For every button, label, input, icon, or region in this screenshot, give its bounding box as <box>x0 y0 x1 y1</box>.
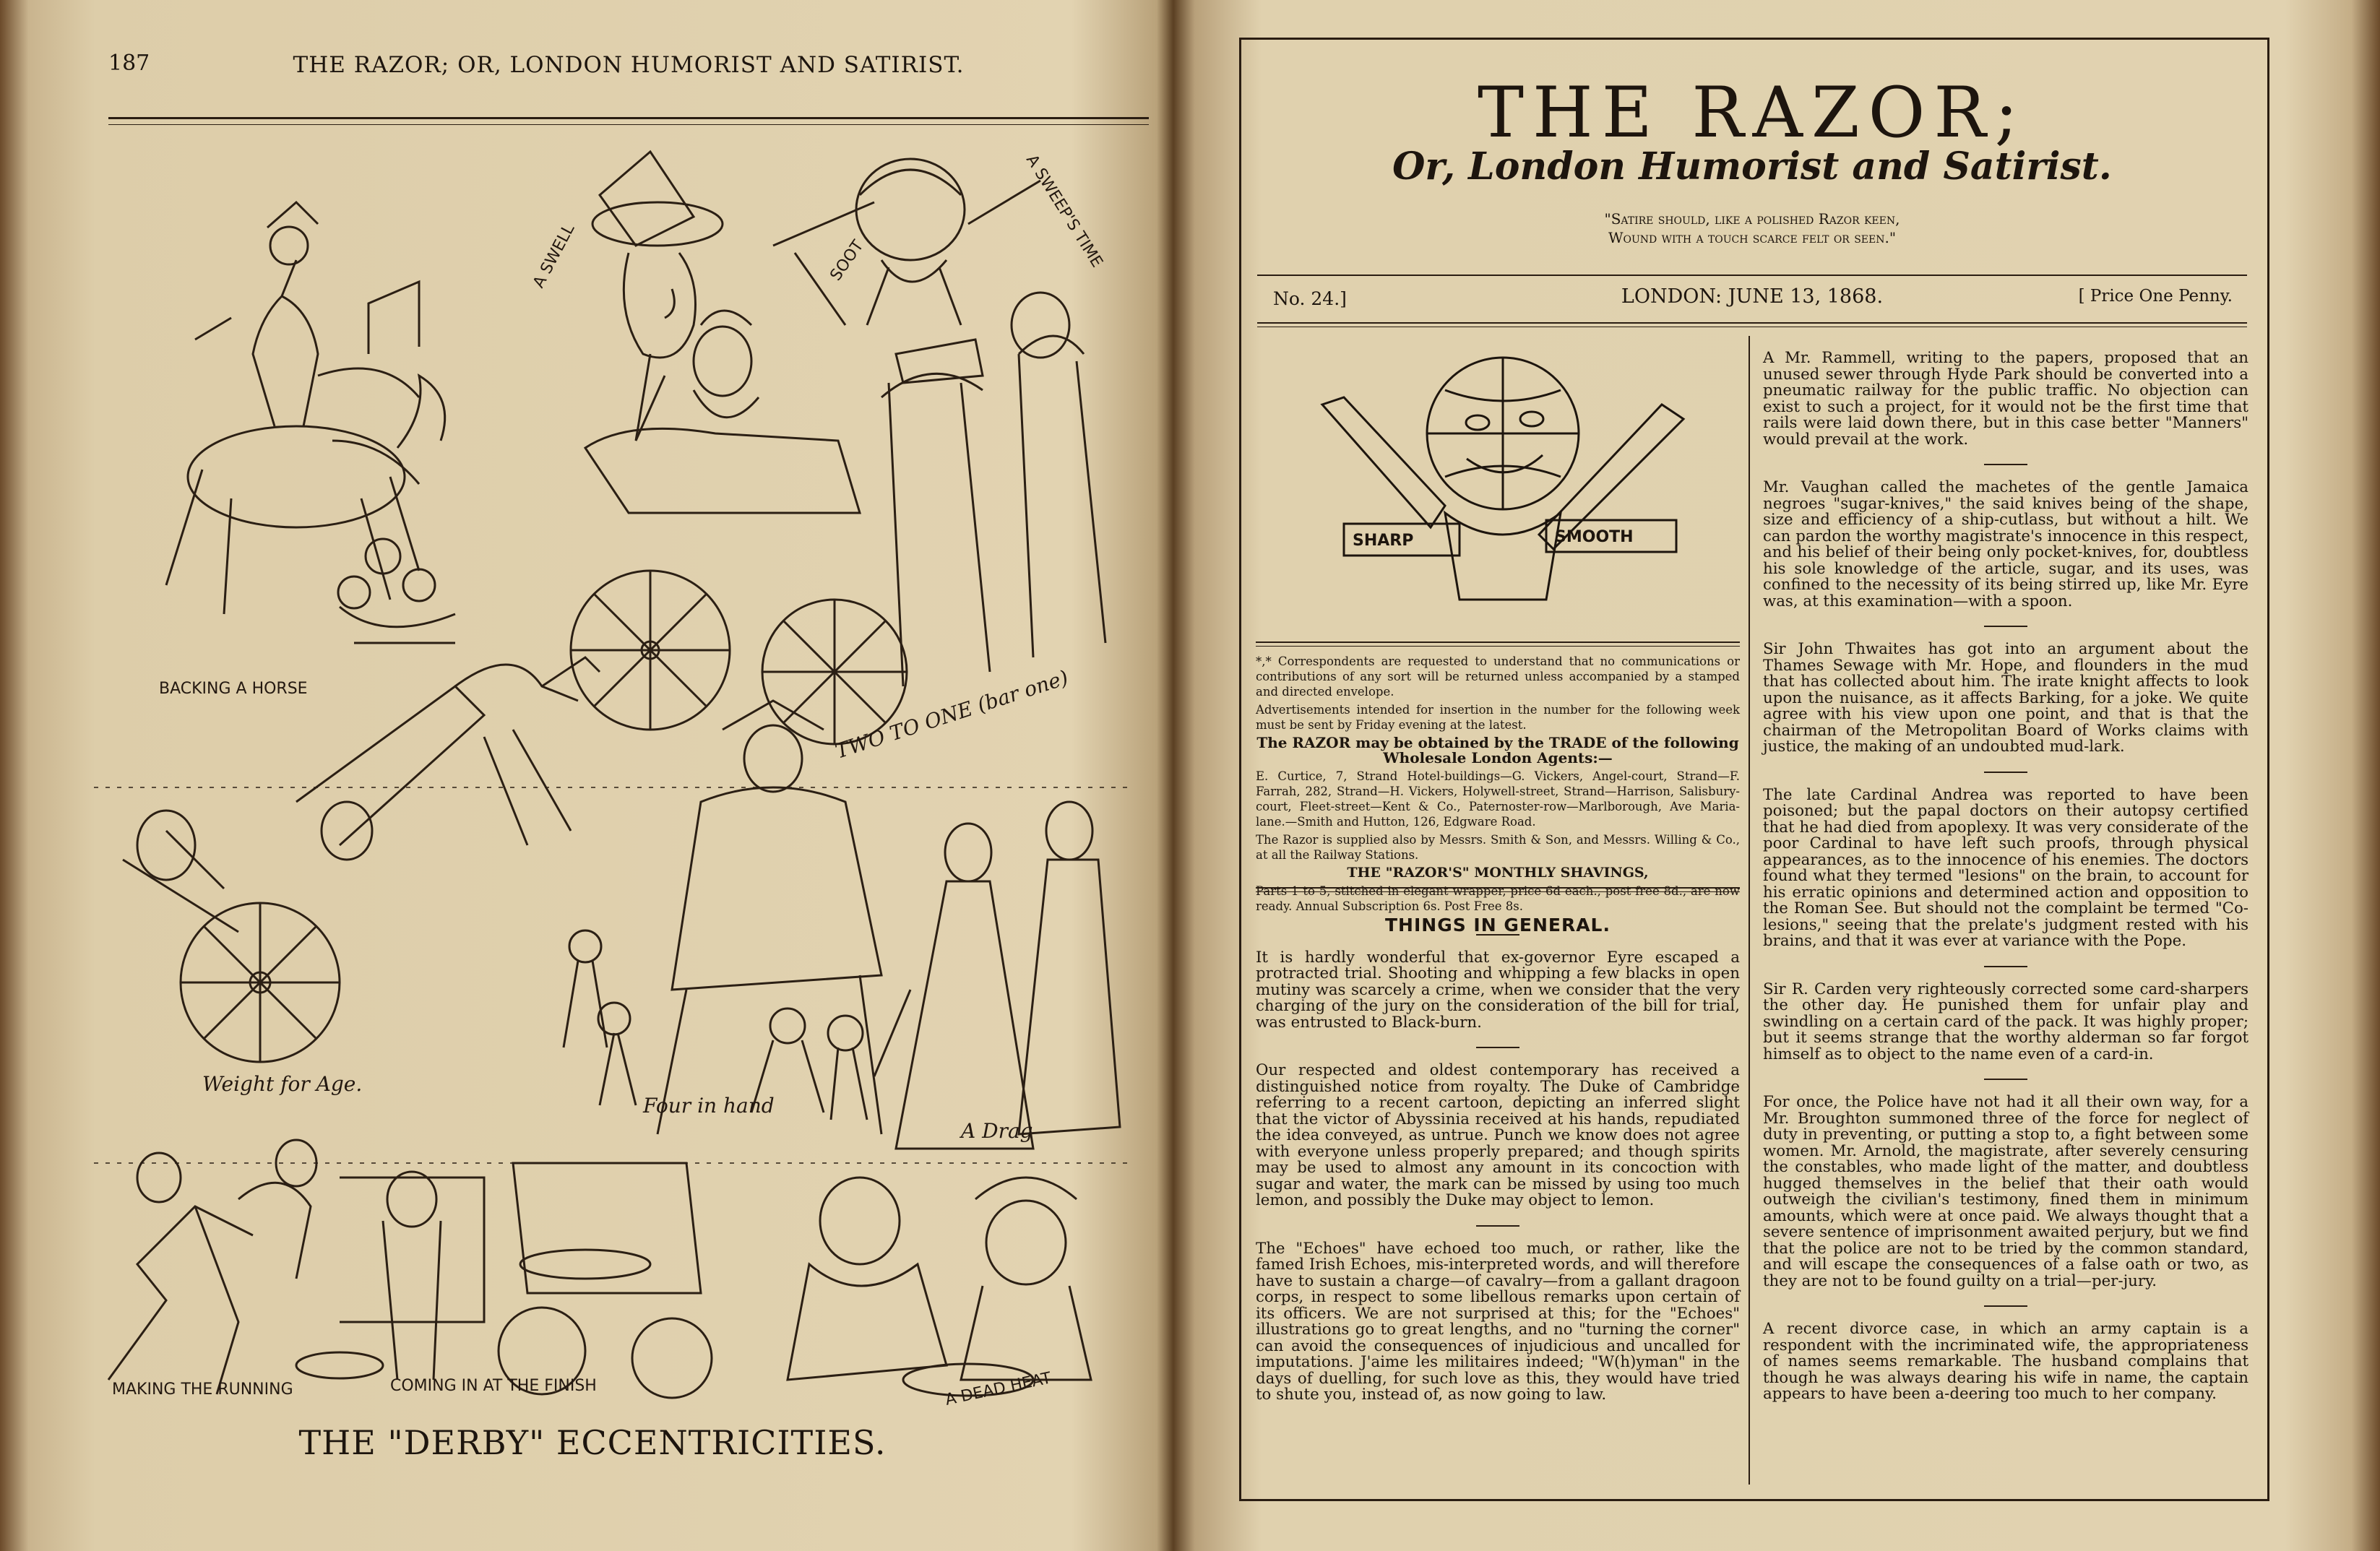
header-rule <box>108 117 1149 119</box>
article-rammell: A Mr. Rammell, writing to the papers, proposed that an unused sewer through Hyde Park should be converted into a pneumatic railway for the public traffic. No objection can exist to such a project, for it would not be the first time that rails were laid down there, but in this case better "Manners" would prevail at the work. <box>1763 349 2249 449</box>
caption-soot: SOOT <box>827 237 868 285</box>
masthead-motto <box>1239 209 2265 247</box>
notice-monthly-heading: THE "RAZOR'S" MONTHLY SHAVINGS, <box>1347 865 1649 881</box>
emblem-label-sharp: SHARP <box>1353 532 1414 550</box>
left-page-header <box>108 46 1149 97</box>
motto-line-2: Wound with a touch scarce felt or seen." <box>1608 229 1897 246</box>
notice-rule <box>1256 887 1740 889</box>
article-separator <box>1984 464 2027 465</box>
caption-backing-a-horse: BACKING A HORSE <box>159 680 308 698</box>
making-the-running-sketch <box>108 1140 316 1394</box>
article-police: For once, the Police have not had it all their own way, for a Mr. Broughton summoned three of the force for neglect of duty in preventing, or putting a stop to, a fight between some women. Mr. Arnold, the magistrate, after severely censuring the constables, who made light of the matter, and doubtless hugged themselves in the belief that their oath would outweigh the civilian's testimony, fined them in minimum amounts, which were at once paid. We always thought that a severe sentence of imprisonment awaited perjury, but we find that the police are not to be tried by the common standard, and will escape the consequences of a false oath or two, as they are not to be found guilty on a trial—per-jury. <box>1763 1093 2249 1290</box>
four-in-hand-sketch <box>564 701 881 1134</box>
section-heading: THINGS IN GENERAL. <box>1385 915 1611 936</box>
article-vaughan: Mr. Vaughan called the machetes of the gentle Jamaica negroes "sugar-knives," the said knives being of the shape, size and efficiency of a ship-cutlass, but without a hilt. We can pardon the worthy magistrate's innocence in this respect, and his belief of their being only pocket-knives, for, doubtless his sole knowledge of the article, sugar, and its uses, was confined to the necessity of its being stirred up, like Mr. Eyre was, at this examination—with a spoon. <box>1763 478 2249 610</box>
caption-coming-in-at-the-finish: COMING IN AT THE FINISH <box>390 1377 597 1395</box>
article-separator <box>1984 1079 2027 1080</box>
coming-in-at-the-finish-sketch <box>296 1163 712 1398</box>
running-title: THE RAZOR; OR, LONDON HUMORIST AND SATIRIST. <box>293 52 965 78</box>
column-divider <box>1749 336 1750 1485</box>
caption-a-dead-heat: A DEAD HEAT <box>944 1369 1053 1409</box>
masthead-title: THE RAZOR; <box>1478 72 2027 153</box>
derby-cartoon-illustration <box>79 137 1142 1409</box>
publisher-notices <box>1256 654 1740 917</box>
notice-trade-heading: The RAZOR may be obtained by the TRADE of the following Wholesale London Agents:— <box>1256 734 1739 766</box>
caption-two-to-one: TWO TO ONE (bar one) <box>832 665 1072 764</box>
masthead-subtitle: Or, London Humorist and Satirist. <box>1392 144 2112 189</box>
article-eyre: It is hardly wonderful that ex-governor Eyre escaped a protracted trial. Shooting and whipping a few blacks in open mutiny was scarcely a crime, when we consider that the very charging of the jury on the consideration of the bill for trial, was entrusted to Black-burn. <box>1256 948 1740 1032</box>
dateline-rule-top <box>1257 275 2247 276</box>
article-echoes: The "Echoes" have echoed too much, or rather, like the famed Irish Echoes, mis-interpreted words, and will therefore have to sustain a charge—of cavalry—from a gallant dragoon corps, in respect to some libellous remarks upon certain of its officers. We are not surprised at this; for the "Echoes" illustrations go to great lengths, and no "turning the corner" can avoid the consequences of injudicious and uncalled for imputations. J'aime les militaires indeed; "W(h)yman" in the days of duelling, for such love as this, they would have tried to shute you, instead of, as now going to law. <box>1256 1239 1740 1404</box>
caption-a-drag: A Drag <box>961 1119 1033 1143</box>
article-separator <box>1984 1305 2027 1307</box>
caption-four-in-hand: Four in hand <box>643 1094 775 1118</box>
razor-blade-left-icon <box>1322 397 1445 527</box>
a-drag-sketch <box>874 802 1120 1149</box>
article-thwaites: Sir John Thwaites has got into an argument about the Thames Sewage with Mr. Hope, and flounders in the mud that has collected about him. The irate knight affects to look upon the nuisance, as it affects Barking, for a joke. We quite agree with his view upon one point, and that is that the chairman of the Metropolitan Board of Works claims with justice, the making of an undoubted mud-lark. <box>1763 640 2249 756</box>
two-to-one-sketch <box>571 293 1105 744</box>
caption-a-swell: A SWELL <box>530 221 579 291</box>
caption-making-the-running: MAKING THE RUNNING <box>112 1381 293 1399</box>
notice-supplied: The Razor is supplied also by Messrs. Smith & Son, and Messrs. Willing & Co., at all the Railway Stations. <box>1256 833 1740 862</box>
notice-rule-thin <box>1256 891 1740 892</box>
a-swell-sketch <box>592 152 723 441</box>
notice-monthly-text: Parts 1 to 5, stitched in elegant wrapper, price 6d each., post free 8d., are now ready. Annual Subscription 6s. Post Free 8s. <box>1256 884 1740 913</box>
emblem-rule <box>1256 641 1740 643</box>
emblem-rule-thin <box>1256 646 1740 647</box>
weight-for-age-sketch <box>123 657 600 1062</box>
price: [ Price One Penny. <box>2078 287 2233 306</box>
article-carden: Sir R. Carden very righteously corrected some card-sharpers the other day. He punished them for unfair play and swindling on a certain card of the pack. It was highly proper; but it seems strange that the worthy alderman so far forgot himself as to object to the name even of a card-in. <box>1763 980 2249 1063</box>
article-cardinal-andrea: The late Cardinal Andrea was reported to have been poisoned; but the papal doctors on their autopsy certified that he had died from apoplexy. It was very considerate of the poor Cardinal to have left such proofs, through physical appearances, as to the innocence of his enemies. The doctors found what they termed "lesions" on the brain, to account for his erratic opinions and determined action and opposition to the Roman See. But should not the complaint be termed "Co-lesions," seeing that the prelate's judgment rested with his brains, and that it was ever at variance with the Pope. <box>1763 785 2249 950</box>
article-separator <box>1984 966 2027 967</box>
right-article-column <box>1763 350 2249 1419</box>
article-separator <box>1476 1047 1519 1048</box>
issue-number: No. 24.] <box>1273 288 1347 309</box>
page-number: 187 <box>108 51 150 76</box>
sweep-sketch <box>773 159 1040 325</box>
article-separator <box>1476 1225 1519 1227</box>
backing-a-horse-sketch <box>166 202 455 643</box>
article-duke-of-cambridge: Our respected and oldest contemporary has received a distinguished notice from royalty. The Duke of Cambridge referring to a recent cartoon, depicting an inferred slight that the victor of Abyssinia received at his hands, repudiated the idea conveyed, as untrue. Punch we know does not agree with everyone unless properly prepared; and though spirits may be used to almost any amount in its concoction with sugar and water, the mark can be missed by using too much lemon, and possibly the Duke may object to lemon. <box>1256 1061 1740 1209</box>
article-divorce-case: A recent divorce case, in which an army captain is a respondent with the incriminated wife, the appropriateness of names seems remarkable. The husband complains that though he was always dearing his wife in name, the captain appears to have been a-deering too much to her company. <box>1763 1320 2249 1403</box>
caption-a-sweeps-time: A SWEEP'S TIME <box>1022 151 1106 271</box>
cartoon-title: THE "DERBY" ECCENTRICITIES. <box>298 1423 887 1462</box>
dateline-rule-bottom <box>1257 322 2247 324</box>
caption-weight-for-age: Weight for Age. <box>202 1072 363 1096</box>
razor-emblem <box>1301 340 1705 628</box>
a-dead-heat-sketch <box>788 1178 1091 1396</box>
place-date: LONDON: JUNE 13, 1868. <box>1621 285 1884 308</box>
left-article-column <box>1256 917 1740 1420</box>
header-rule-thin <box>108 124 1149 125</box>
notice-agents: E. Curtice, 7, Strand Hotel-buildings—G. Vickers, Angel-court, Strand—F. Farrah, 282, Strand—H. Vickers, Holywell-street, Strand—Harrison, Salisbury-court, Fleet-street—Kent & Co., Paternoster-row—Marlborough, Ave Maria-lane.—Smith and Hutton, 126, Edgware Road. <box>1256 769 1740 829</box>
emblem-label-smooth: SMOOTH <box>1555 528 1634 546</box>
article-separator <box>1984 626 2027 627</box>
article-separator <box>1984 772 2027 773</box>
notice-correspondents: *,* Correspondents are requested to understand that no communications or contributions of any sort will be returned unless accompanied by a stamped and directed envelope. <box>1256 654 1740 699</box>
notice-advertisements: Advertisements intended for insertion in the number for the following week must be sent by Friday evening at the latest. <box>1256 703 1740 732</box>
dateline <box>1257 284 2247 313</box>
motto-line-1: "Satire should, like a polished Razor keen, <box>1604 210 1900 228</box>
